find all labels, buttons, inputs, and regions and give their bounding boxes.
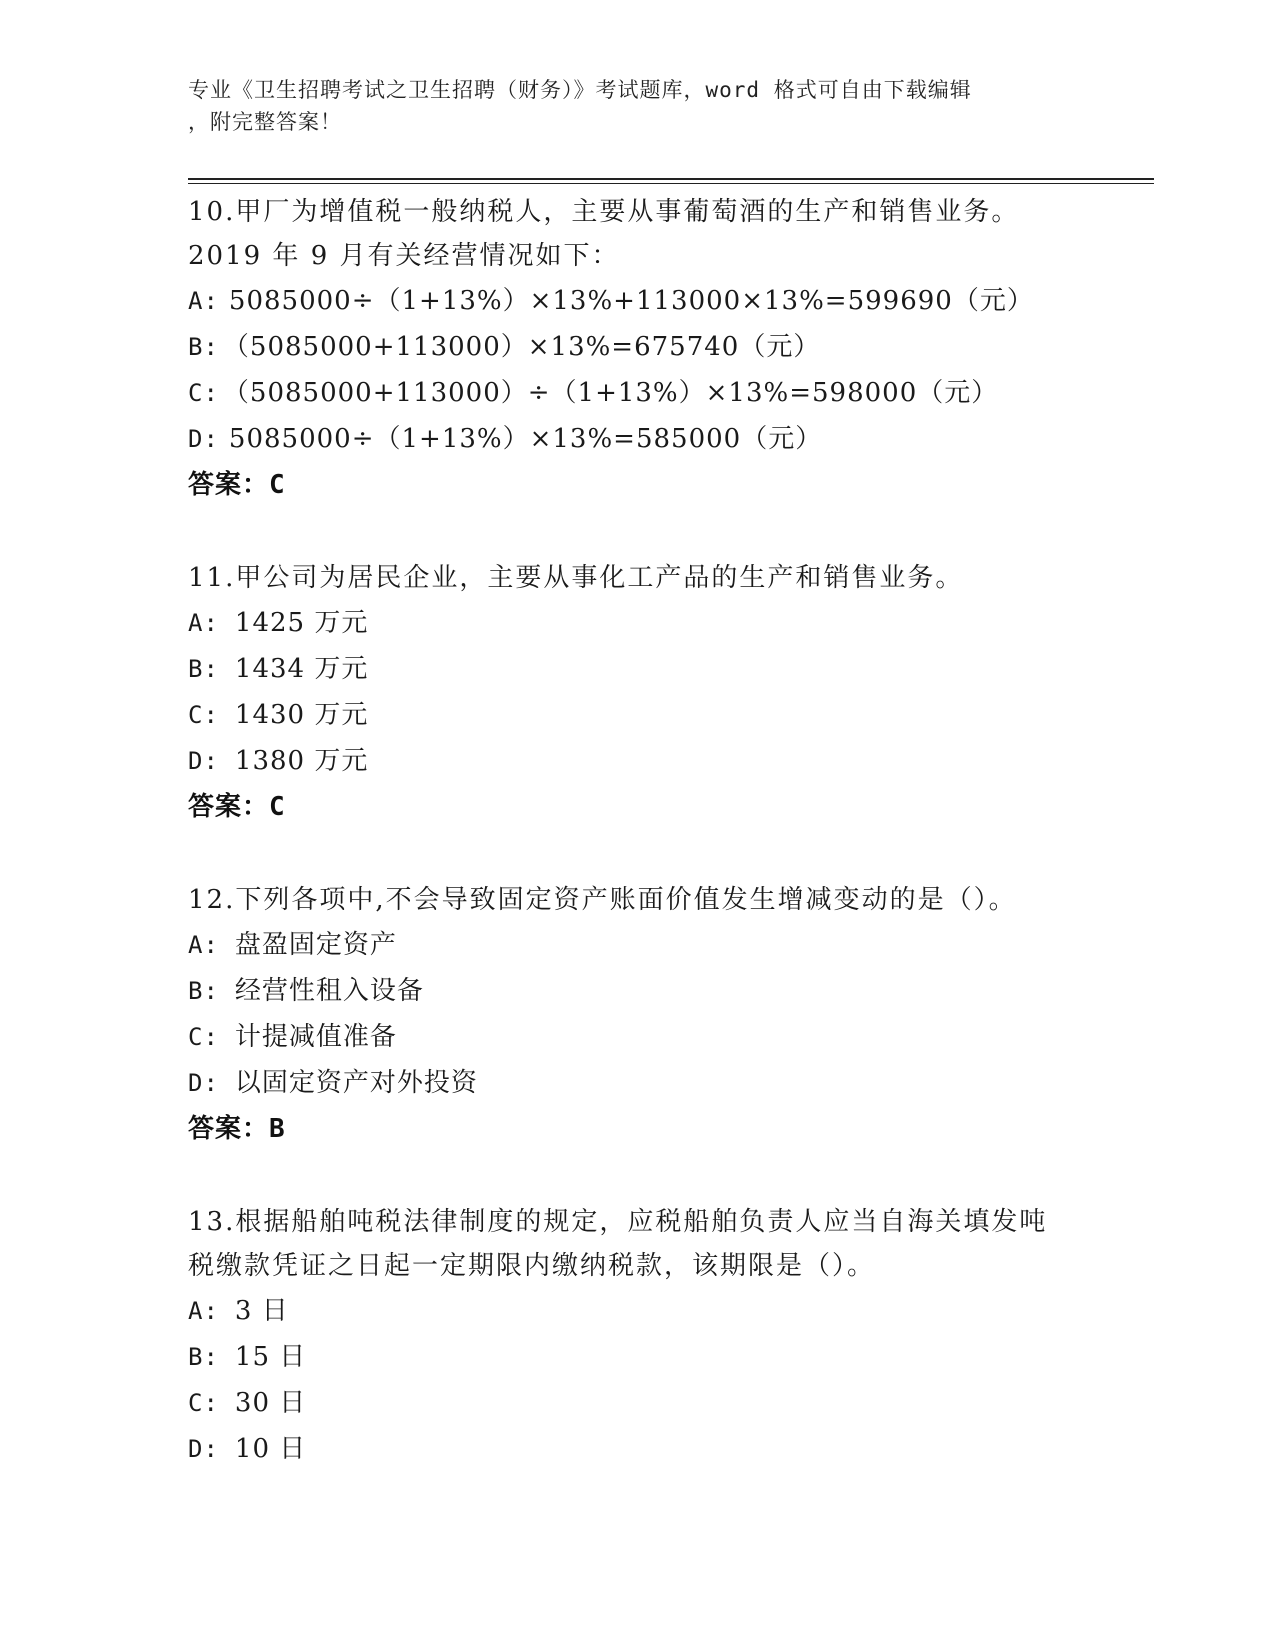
option-key: C: xyxy=(188,1389,219,1417)
option-d xyxy=(188,1426,1148,1472)
option-key: B: xyxy=(188,333,219,361)
option-key: C: xyxy=(188,379,219,407)
answer-line: 答案：C xyxy=(188,470,286,500)
option-text: 3 日 xyxy=(234,1296,289,1326)
option-text: 盘盈固定资产 xyxy=(234,930,397,960)
option-b xyxy=(188,968,1148,1014)
question-stem xyxy=(188,1200,1148,1288)
question-item xyxy=(188,1200,1148,1472)
document-header xyxy=(188,74,1068,138)
option-b xyxy=(188,324,1148,370)
option-b xyxy=(188,1334,1148,1380)
question-stem-line: 税缴款凭证之日起一定期限内缴纳税款，该期限是（）。 xyxy=(188,1251,876,1281)
option-a xyxy=(188,922,1148,968)
option-text: 10 日 xyxy=(234,1434,307,1464)
option-text: 1425 万元 xyxy=(234,608,369,638)
option-key: D: xyxy=(188,425,219,453)
option-key: D: xyxy=(188,1435,219,1463)
header-divider-thin xyxy=(188,183,1154,184)
option-key: B: xyxy=(188,977,219,1005)
option-text: 5085000÷（1+13%）×13%=585000（元） xyxy=(228,424,823,454)
option-key: B: xyxy=(188,1343,219,1371)
option-key: C: xyxy=(188,701,219,729)
question-stem-line: 11.甲公司为居民企业，主要从事化工产品的生产和销售业务。 xyxy=(188,563,964,593)
option-text: 15 日 xyxy=(234,1342,307,1372)
option-d xyxy=(188,738,1148,784)
question-stem xyxy=(188,878,1148,922)
option-text: 30 日 xyxy=(234,1388,307,1418)
question-stem-line: 2019 年 9 月有关经营情况如下： xyxy=(188,241,620,271)
option-c xyxy=(188,1380,1148,1426)
option-c xyxy=(188,692,1148,738)
question-list xyxy=(188,190,1148,1520)
header-line-1: 专业《卫生招聘考试之卫生招聘（财务）》考试题库，word 格式可自由下载编辑 xyxy=(188,78,972,102)
option-c xyxy=(188,1014,1148,1060)
question-stem xyxy=(188,556,1148,600)
option-key: A: xyxy=(188,1297,219,1325)
option-a xyxy=(188,600,1148,646)
header-divider-thick xyxy=(188,178,1154,180)
option-text: 经营性租入设备 xyxy=(234,976,424,1006)
question-stem xyxy=(188,190,1148,278)
answer-line: 答案：B xyxy=(188,1114,286,1144)
option-key: D: xyxy=(188,747,219,775)
option-c xyxy=(188,370,1148,416)
option-key: D: xyxy=(188,1069,219,1097)
option-text: 以固定资产对外投资 xyxy=(234,1068,478,1098)
option-text: 1380 万元 xyxy=(234,746,369,776)
header-line-2: ，附完整答案！ xyxy=(188,110,342,134)
option-text: （5085000+113000）×13%=675740（元） xyxy=(222,332,821,362)
option-text: 5085000÷（1+13%）×13%+113000×13%=599690（元） xyxy=(228,286,1034,316)
option-key: A: xyxy=(188,931,219,959)
option-text: 1434 万元 xyxy=(234,654,369,684)
option-text: 1430 万元 xyxy=(234,700,369,730)
option-key: A: xyxy=(188,287,219,315)
option-key: C: xyxy=(188,1023,219,1051)
option-d xyxy=(188,416,1148,462)
question-stem-line: 13.根据船舶吨税法律制度的规定，应税船舶负责人应当自海关填发吨 xyxy=(188,1207,1048,1237)
question-stem-line: 10.甲厂为增值税一般纳税人，主要从事葡萄酒的生产和销售业务。 xyxy=(188,197,1020,227)
question-stem-line: 12.下列各项中,不会导致固定资产账面价值发生增减变动的是（）。 xyxy=(188,885,1017,915)
option-text: （5085000+113000）÷（1+13%）×13%=598000（元） xyxy=(222,378,999,408)
option-a xyxy=(188,278,1148,324)
option-b xyxy=(188,646,1148,692)
question-item xyxy=(188,556,1148,830)
option-d xyxy=(188,1060,1148,1106)
option-a xyxy=(188,1288,1148,1334)
option-key: B: xyxy=(188,655,219,683)
question-item xyxy=(188,878,1148,1152)
question-item xyxy=(188,190,1148,508)
answer-line: 答案：C xyxy=(188,792,286,822)
option-key: A: xyxy=(188,609,219,637)
option-text: 计提减值准备 xyxy=(234,1022,397,1052)
